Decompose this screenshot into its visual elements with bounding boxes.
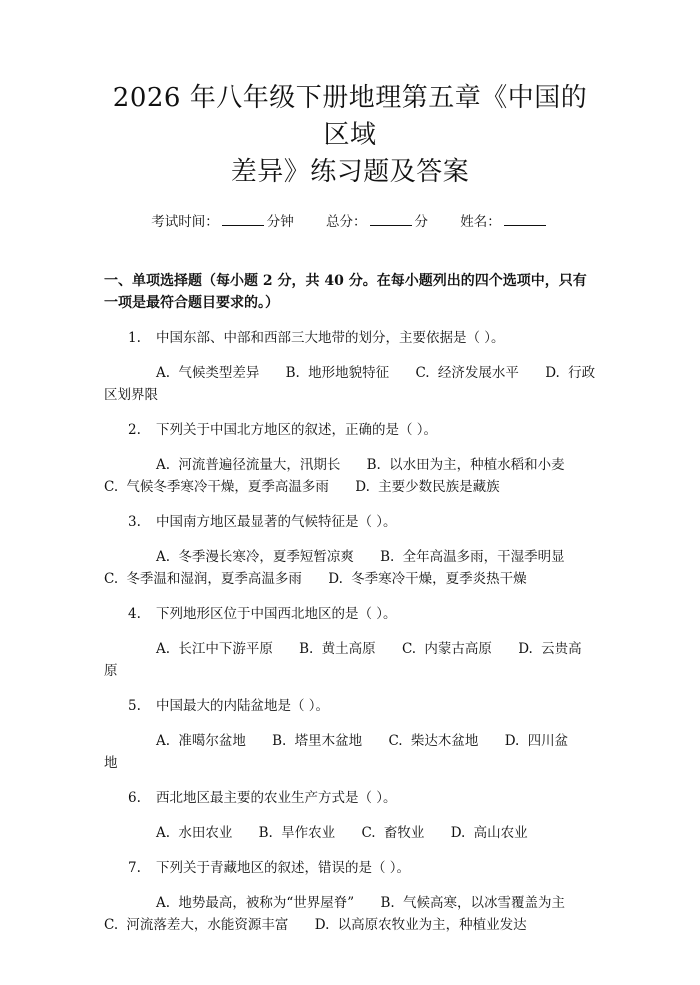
total-score-blank[interactable] <box>370 212 412 226</box>
total-score-label: 总分： <box>326 214 367 230</box>
title-line-2: 差异》练习题及答案 <box>230 157 470 187</box>
question-number: 4. <box>128 606 141 622</box>
question-item <box>104 787 596 844</box>
exam-time-field <box>151 214 298 230</box>
question-options <box>104 454 596 498</box>
question-text: 下列关于中国北方地区的叙述，正确的是（ ）。 <box>156 422 438 438</box>
option-a: A. 长江中下游平原 <box>156 641 273 657</box>
question-number: 2. <box>128 422 141 438</box>
question-stem <box>104 603 596 625</box>
option-c: C. 河流落差大，水能资源丰富 <box>104 917 289 933</box>
option-d: D. 以高原农牧业为主，种植业发达 <box>314 917 527 933</box>
question-options <box>104 638 596 682</box>
option-a: A. 气候类型差异 <box>156 365 260 381</box>
option-d: D. 主要少数民族是藏族 <box>355 479 500 495</box>
option-b: B. 全年高温多雨，干湿季明显 <box>380 549 565 565</box>
question-stem <box>104 327 596 349</box>
student-name-label: 姓名： <box>460 214 501 230</box>
question-number: 1. <box>128 330 141 346</box>
option-d: D. 行政区划界限 <box>104 365 596 403</box>
document-title <box>104 80 596 191</box>
option-a: A. 冬季漫长寒冷，夏季短暂凉爽 <box>156 549 354 565</box>
question-number: 5. <box>128 698 141 714</box>
question-options <box>104 892 596 936</box>
question-options <box>104 730 596 774</box>
question-number: 6. <box>128 790 141 806</box>
option-a: A. 水田农业 <box>156 825 233 841</box>
question-item <box>104 857 596 936</box>
exam-time-label: 考试时间： <box>151 214 219 230</box>
question-item <box>104 419 596 498</box>
option-b: B. 黄土高原 <box>299 641 376 657</box>
exam-time-blank[interactable] <box>222 212 264 226</box>
question-options <box>104 822 596 844</box>
student-name-blank[interactable] <box>504 212 546 226</box>
question-number: 7. <box>128 860 141 876</box>
option-c: C. 柴达木盆地 <box>388 733 479 749</box>
total-score-unit: 分 <box>414 214 428 230</box>
option-d: D. 四川盆地 <box>104 733 569 771</box>
option-c: C. 内蒙古高原 <box>401 641 492 657</box>
question-text: 中国东部、中部和西部三大地带的划分，主要依据是（ ）。 <box>156 330 505 346</box>
question-text: 中国最大的内陆盆地是（ ）。 <box>156 698 330 714</box>
question-stem <box>104 857 596 879</box>
option-c: C. 冬季温和湿润，夏季高温多雨 <box>104 571 302 587</box>
option-c: C. 气候冬季寒冷干燥，夏季高温多雨 <box>104 479 329 495</box>
option-b: B. 旱作农业 <box>258 825 336 841</box>
option-b: B. 地形地貌特征 <box>285 365 390 381</box>
question-item <box>104 695 596 774</box>
question-number: 3. <box>128 514 141 530</box>
student-name-field <box>460 214 549 230</box>
question-text: 西北地区最主要的农业生产方式是（ ）。 <box>156 790 397 806</box>
question-stem <box>104 695 596 717</box>
total-score-field <box>326 214 432 230</box>
option-b: B. 气候高寒，以冰雪覆盖为主 <box>380 895 565 911</box>
option-d: D. 高山农业 <box>450 825 528 841</box>
question-item <box>104 327 596 406</box>
question-text: 下列关于青藏地区的叙述，错误的是（ ）。 <box>156 860 411 876</box>
option-b: B. 以水田为主，种植水稻和小麦 <box>366 457 565 473</box>
question-text: 中国南方地区最显著的气候特征是（ ）。 <box>156 514 397 530</box>
title-line-1: 2026 年八年级下册地理第五章《中国的区域 <box>112 83 588 150</box>
question-item <box>104 511 596 590</box>
question-stem <box>104 511 596 533</box>
question-stem <box>104 787 596 809</box>
section-title: 一、单项选择题（每小题 2 分，共 40 分。在每小题列出的四个选项中，只有一项是最符合题目要求的。） <box>104 273 587 311</box>
option-b: B. 塔里木盆地 <box>272 733 363 749</box>
option-a: A. 地势最高，被称为“世界屋脊” <box>156 895 355 911</box>
question-options <box>104 362 596 406</box>
exam-time-unit: 分钟 <box>266 214 294 230</box>
question-item <box>104 603 596 682</box>
option-a: A. 准噶尔盆地 <box>156 733 246 749</box>
exam-info <box>104 212 596 232</box>
option-c: C. 经济发展水平 <box>415 365 519 381</box>
question-text: 下列地形区位于中国西北地区的是（ ）。 <box>156 606 397 622</box>
option-c: C. 畜牧业 <box>361 825 425 841</box>
option-a: A. 河流普遍径流量大，汛期长 <box>156 457 341 473</box>
question-list <box>104 327 596 936</box>
document-page <box>0 80 700 985</box>
question-options <box>104 546 596 590</box>
question-stem <box>104 419 596 441</box>
option-d: D. 冬季寒冷干燥，夏季炎热干燥 <box>328 571 527 587</box>
option-d: D. 云贵高原 <box>104 641 582 679</box>
